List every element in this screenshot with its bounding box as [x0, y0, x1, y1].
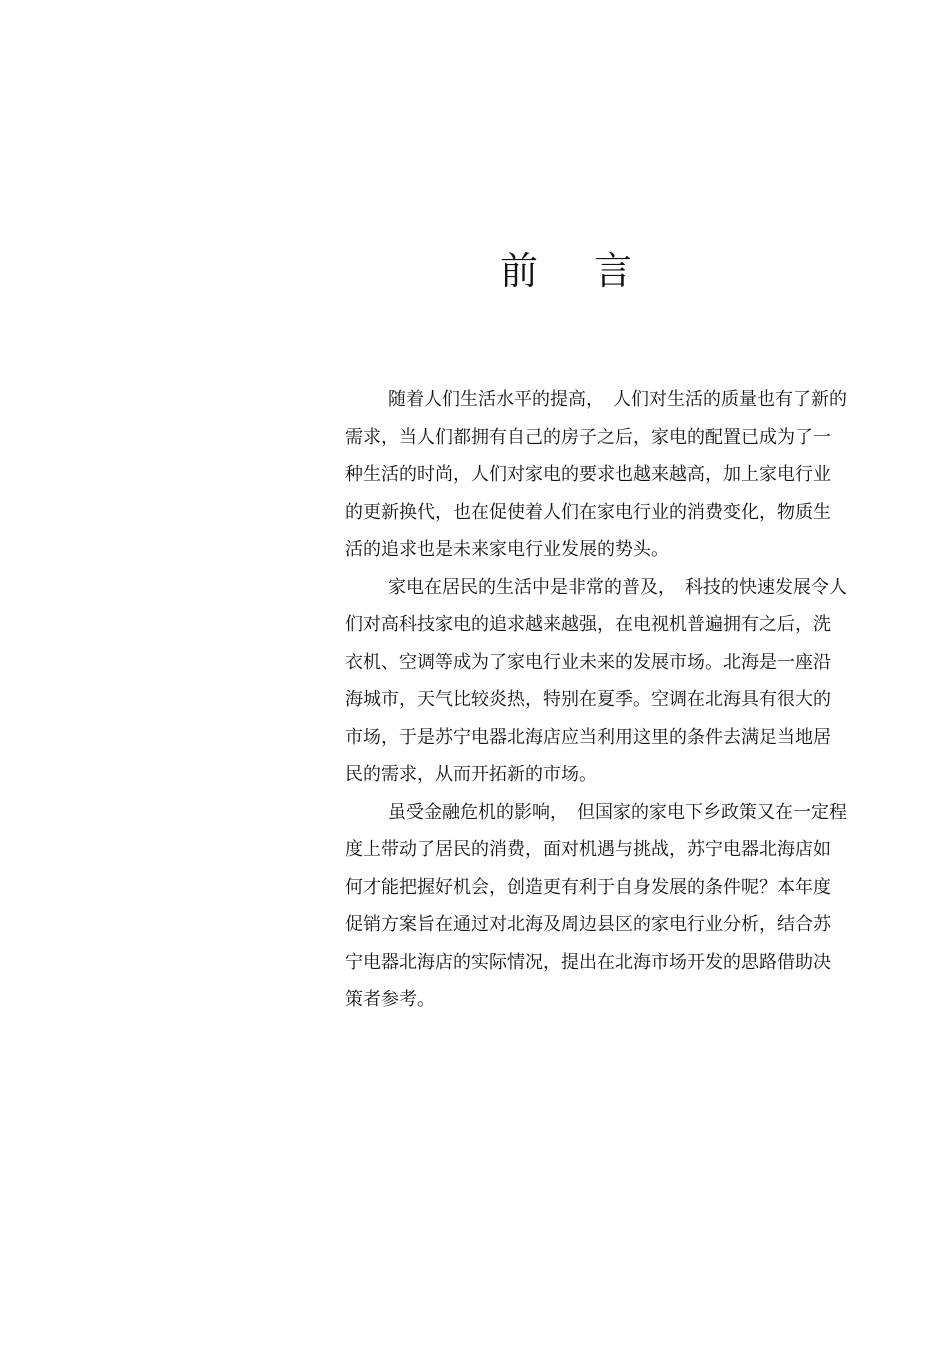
text-line: 的更新换代，也在促使着人们在家电行业的消费变化，物质生: [345, 501, 831, 523]
text-line: 种生活的时尚，人们对家电的要求也越来越高，加上家电行业: [345, 464, 831, 485]
text-line: 宁电器北海店的实际情况，提出在北海市场开发的思路借助决: [345, 951, 831, 973]
paragraph-2: [345, 569, 865, 794]
text-line: 市场，于是苏宁电器北海店应当利用这里的条件去满足当地居: [345, 726, 831, 748]
text-line: 们对高科技家电的追求越来越强，在电视机普遍拥有之后，洗: [345, 614, 831, 635]
body-text: [345, 381, 865, 1019]
text-line: 需求，当人们都拥有自己的房子之后，家电的配置已成为了一: [345, 426, 831, 448]
text-line: 随着人们生活水平的提高， 人们对生活的质量也有了新的: [388, 389, 847, 410]
text-line: 虽受金融危机的影响， 但国家的家电下乡政策又在一定程: [388, 801, 847, 823]
text-line: 海城市，天气比较炎热，特别在夏季。空调在北海具有很大的: [345, 689, 831, 710]
title-char-1: 前: [500, 249, 539, 293]
paragraph-1: [345, 381, 865, 569]
text-line: 促销方案旨在通过对北海及周边县区的家电行业分析，结合苏: [345, 914, 831, 935]
text-line: 民的需求，从而开拓新的市场。: [345, 764, 597, 785]
text-line: 度上带动了居民的消费，面对机遇与挑战，苏宁电器北海店如: [345, 839, 831, 860]
title-char-2: 言: [594, 249, 633, 293]
paragraph-3: [345, 794, 865, 1019]
text-line: 活的追求也是未来家电行业发展的势头。: [345, 539, 669, 560]
page-title: [500, 246, 690, 296]
text-line: 衣机、空调等成为了家电行业未来的发展市场。北海是一座沿: [345, 651, 831, 673]
text-line: 何才能把握好机会，创造更有利于自身发展的条件呢？本年度: [345, 876, 831, 898]
text-line: 家电在居民的生活中是非常的普及， 科技的快速发展令人: [388, 576, 847, 598]
text-line: 策者参考。: [345, 989, 435, 1010]
